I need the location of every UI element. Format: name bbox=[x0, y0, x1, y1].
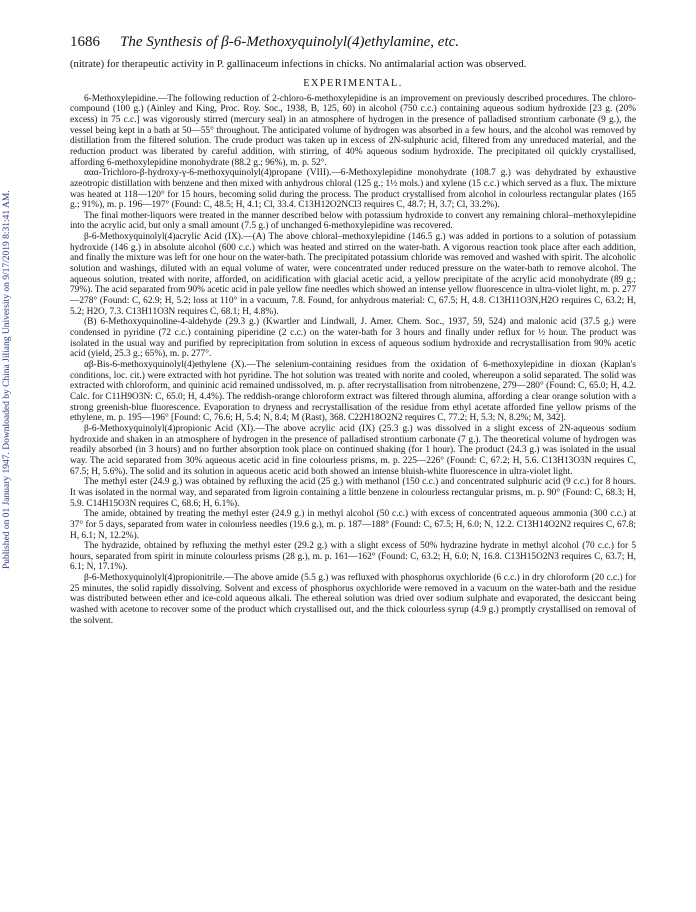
paragraph-hydrazide: The hydrazide, obtained by refluxing the methyl ester (29.2 g.) with a slight excess of 50% hydrazine hydrate in methyl alcohol (70 c.c.) for 5 hours, separated from spirit in minute colourless prisms (28 g.), m. p. 161—162° (Found: C, 63.2; H, 6.0; N, 16.8. C13H15O2N3 requires C, 63.7; H, 6.1; N, 17.1%). bbox=[70, 541, 636, 573]
page-number: 1686 bbox=[70, 34, 100, 50]
section-heading: EXPERIMENTAL. bbox=[303, 77, 403, 89]
paragraph-propionitrile: β-6-Methoxyquinolyl(4)propionitrile.—The above amide (5.5 g.) was refluxed with phosphorus oxychloride (6 c.c.) in dry chloroform (20 c.c.) for 25 minutes, the solid rapidly dissolving. Solvent and excess of phosphorus oxychloride were removed in a vacuum on the water-bath and the residue was distributed between ether and ice-cold aqueous alkali. The ethereal solution was dried over sodium sulphate and evaporated, the desiccant being washed with acetone to recover some of the product which crystallised out, and the thick colourless syrup (4.9 g.) promptly crystallised on removal of the solvent. bbox=[70, 573, 636, 626]
paragraph-propionic-acid: β-6-Methoxyquinolyl(4)propionic Acid (XI).—The above acrylic acid (IX) (25.3 g.) was dissolved in a slight excess of 2N-aqueous sodium hydroxide and shaken in an atmosphere of hydrogen in the presence of palladised strontium carbonate (7 g.). The theoretical volume of hydrogen was readily absorbed (in 3 hours) and no further absorption took place on continued shaking (for 1 hour). The product (24.3 g.) was isolated in the usual way. The acid separated from 30% aqueous acetic acid in fine colourless prisms, m. p. 225—226° (Found: C, 67.2; H, 5.6. C13H13O3N requires C, 67.5; H, 5.6%). The solid and its solution in aqueous acetic acid both showed an intense bluish-white fluorescence in ultra-violet light. bbox=[70, 423, 636, 477]
download-watermark: Published on 01 January 1947. Downloaded by China Jiliang University on 9/17/2019 8:31:41 AM. bbox=[2, 190, 12, 570]
paragraph-mother-liquors: The final mother-liquors were treated in the manner described below with potassium hydroxide to convert any remaining chloral–methoxylepidine into the acrylic acid, but only a small amount (7.5 g.) of unchanged 6-methoxylepidine was recovered. bbox=[70, 210, 636, 232]
paragraph-methyl-ester: The methyl ester (24.9 g.) was obtained by refluxing the acid (25 g.) with methanol (150 c.c.) and concentrated sulphuric acid (9 c.c.) for 8 hours. It was isolated in the normal way, and separated from ligroin containing a little benzene in colourless rectangular prisms, m. p. 90° (Found: C, 68.3; H, 5.9. C14H15O3N requires C, 68.6; H, 6.1%). bbox=[70, 477, 636, 509]
paragraph-acrylic-acid-b: (B) 6-Methoxyquinoline-4-aldehyde (29.3 g.) (Kwartler and Lindwall, J. Amer. Chem. Soc., 1937, 59, 524) and malonic acid (37.5 g.) were condensed in pyridine (72 c.c.) containing piperidine (2 c.c.) on the water-bath for 3 hours and finally under reflux for ½ hour. The product was isolated in the usual way and purified by reprecipitation from solution in excess of aqueous sodium hydroxide and recrystallisation from 90% acetic acid (yield, 25.3 g.; 65%), m. p. 277°. bbox=[70, 317, 636, 360]
paragraph-bis-ethylene: αβ-Bis-6-methoxyquinolyl(4)ethylene (X).—The selenium-containing residues from the oxidation of 6-methoxylepidine in dioxan (Kaplan's conditions, loc. cit.) were extracted with hot pyridine. The hot solution was treated with norite and cooled, whereupon a solid separated. The solid was extracted with chloroform, and quininic acid remained undissolved, m. p. after recrystallisation from nitrobenzene, 279—280° (Found: C, 65.0; H, 4.2. Calc. for C11H9O3N: C, 65.0; H, 4.4%). The reddish-orange chloroform extract was filtered through alumina, affording a clear orange solution with a strong greenish-blue fluorescence. Evaporation to dryness and recrystallisation of the residue from ethyl acetate afforded fine yellow prisms of the ethylene, m. p. 195—196° [Found: C, 76.6; H, 5.4; N, 8.4; M (Rast), 368. C22H18O2N2 requires C, 77.2; H, 5.3; N, 8.2%; M, 342]. bbox=[70, 360, 636, 424]
paragraph-trichloro-propane: ααα-Trichloro-β-hydroxy-γ-6-methoxyquinolyl(4)propane (VIII).—6-Methoxylepidine monohydrate (108.7 g.) was dehydrated by exhaustive azeotropic distillation with benzene and then mixed with anhydrous chloral (125 g.; 1½ mols.) and xylene (15 c.c.) which served as a flux. The mixture was heated at 118—120° for 15 hours, becoming solid during the process. The product crystallised from alcohol in colourless rectangular plates (165 g.; 91%), m. p. 196—197° (Found: C, 48.5; H, 4.1; Cl, 33.4. C13H12O2NCl3 requires C, 48.7; H, 3.7; Cl, 33.2%). bbox=[70, 168, 636, 211]
page-header bbox=[70, 34, 636, 51]
paragraph-acrylic-acid-a: β-6-Methoxyquinolyl(4)acrylic Acid (IX).—(A) The above chloral–methoxylepidine (146.5 g.) was added in portions to a solution of potassium hydroxide (146 g.) in absolute alcohol (600 c.c.) which was heated and stirred on the water-bath. A vigorous reaction took place after each addition, and finally the mixture was left for one hour on the water-bath. The precipitated potassium chloride was removed and washed with spirit. The alcoholic solution and washings, diluted with an equal volume of water, were concentrated under reduced pressure on the water-bath to remove alcohol. The aqueous solution, treated with norite, afforded, on acidification with glacial acetic acid, a yellow precipitate of the acrylic acid monohydrate (89 g.; 79%). The acid separated from 90% acetic acid in pale yellow fine needles which showed an intense yellow fluorescence in ultra-violet light, m. p. 277—278° (Found: C, 62.9; H, 5.2; loss at 110° in a vacuum, 7.8. Found, for anhydrous material: C, 67.5; H, 4.8. C13H11O3N,H2O requires C, 63.2; H, 5.2; H2O, 7.3. C13H11O3N requires C, 68.1; H, 4.8%). bbox=[70, 232, 636, 317]
paragraph-6-methoxylepidine: 6-Methoxylepidine.—The following reduction of 2-chloro-6-methoxylepidine is an improvement on previously described procedures. The chloro-compound (100 g.) (Ainley and King, Proc. Roy. Soc., 1938, B, 125, 60) in alcohol (750 c.c.) containing aqueous sodium hydroxide [23 g. (20% excess) in 75 c.c.] was vigorously stirred (mercury seal) in an atmosphere of hydrogen in the presence of palladised strontium carbonate (9 g.), the vessel being kept in a bath at 50—55° throughout. The anticipated volume of hydrogen was absorbed in a few hours, and the alcohol was removed by distillation from the filtered solution. The crude product was taken up in excess of 2N-sulphuric acid, filtered from any unreduced material, and the reduction product was liberated by careful addition, with stirring, of 40% aqueous sodium hydroxide. The precipitated oil quickly crystallised, affording 6-methoxylepidine monohydrate (88.2 g.; 96%), m. p. 52°. bbox=[70, 93, 636, 168]
page-content bbox=[70, 34, 636, 626]
paragraph-amide: The amide, obtained by treating the methyl ester (24.9 g.) in methyl alcohol (50 c.c.) with excess of concentrated aqueous ammonia (300 c.c.) at 37° for 5 days, separated from water in colourless needles (19.6 g.), m. p. 187—188° (Found: C, 67.5; H, 6.0; N, 12.2. C13H14O2N2 requires C, 67.8; H, 6.1; N, 12.2%). bbox=[70, 509, 636, 541]
running-title: The Synthesis of β-6-Methoxyquinolyl(4)ethylamine, etc. bbox=[120, 34, 460, 50]
intro-paragraph: (nitrate) for therapeutic activity in P. gallinaceum infections in chicks. No antimalarial action was observed. bbox=[70, 59, 527, 70]
